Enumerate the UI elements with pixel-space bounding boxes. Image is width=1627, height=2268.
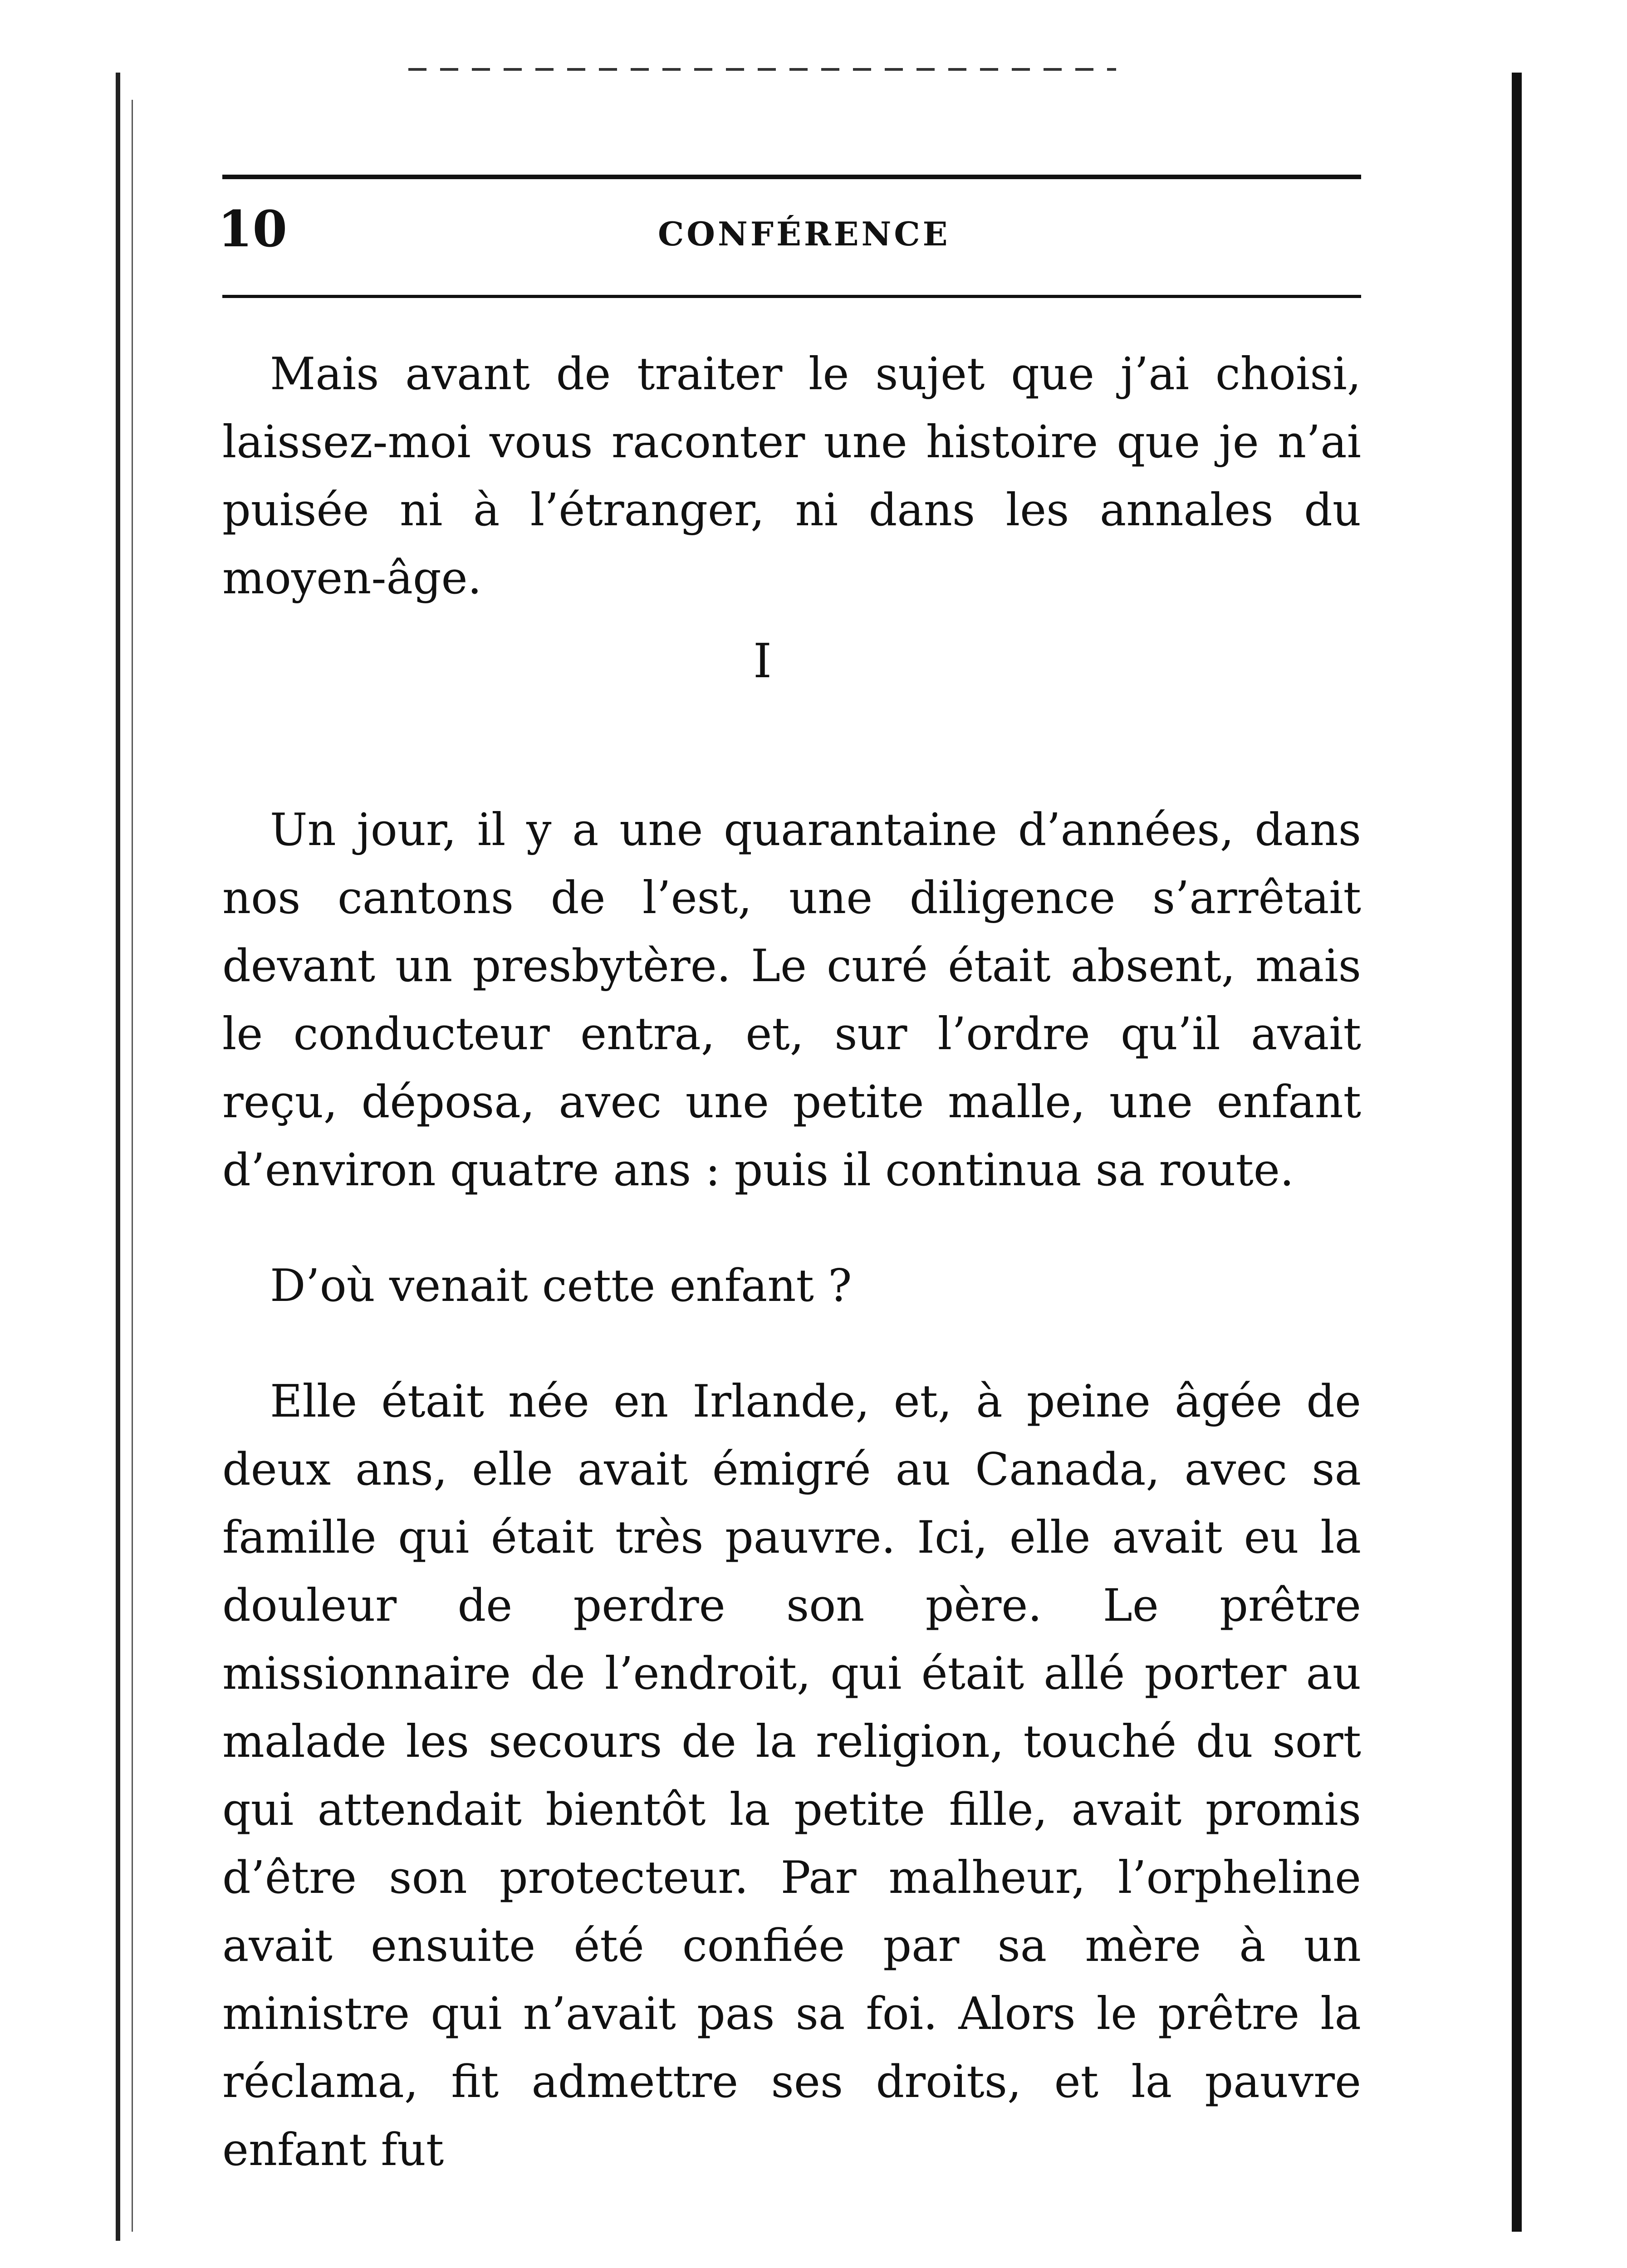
- section-number: I: [753, 633, 772, 689]
- scan-binding-line-left: [132, 100, 133, 2232]
- paragraph-diligence: Un jour, il y a une quarantaine d’années, dans nos cantons de l’est, une diligence s’arrêtait devant un presbytère. Le curé était absent, mais le conducteur entra, et, sur l’ordre qu’il avait reçu, déposa, avec une petite malle, une enfant d’environ quatre ans : puis il continua sa route.: [222, 804, 1361, 1196]
- scan-top-artifact: [408, 68, 1116, 71]
- header-rule-bottom: [222, 295, 1361, 298]
- paragraph-question: D’où venait cette enfant ?: [270, 1260, 852, 1312]
- paragraph-intro: Mais avant de traiter le sujet que j’ai choisi, laissez-moi vous raconter une histoire que je n’ai puisée ni à l’étranger, ni dans les annales du moyen-âge.: [222, 348, 1361, 604]
- header-rule-top: [222, 175, 1361, 179]
- scan-edge-right: [1512, 73, 1522, 2232]
- running-title: CONFÉRENCE: [658, 215, 951, 253]
- page-number: 10: [218, 200, 288, 258]
- paragraph-orphan: Elle était née en Irlande, et, à peine âgée de deux ans, elle avait émigré au Canada, avec sa famille qui était très pauvre. Ici, elle avait eu la douleur de perdre son père. Le prêtre missionnaire de l’endroit, qui était allé porter au malade les secours de la religion, touché du sort qui attendait bientôt la petite fille, avait promis d’être son protecteur. Par malheur, l’orpheline avait ensuite été confiée par sa mère à un ministre qui n’avait pas sa foi. Alors le prêtre la réclama, fit admettre ses droits, et la pauvre enfant fut: [222, 1376, 1361, 2176]
- scan-binding-edge-left: [116, 73, 120, 2241]
